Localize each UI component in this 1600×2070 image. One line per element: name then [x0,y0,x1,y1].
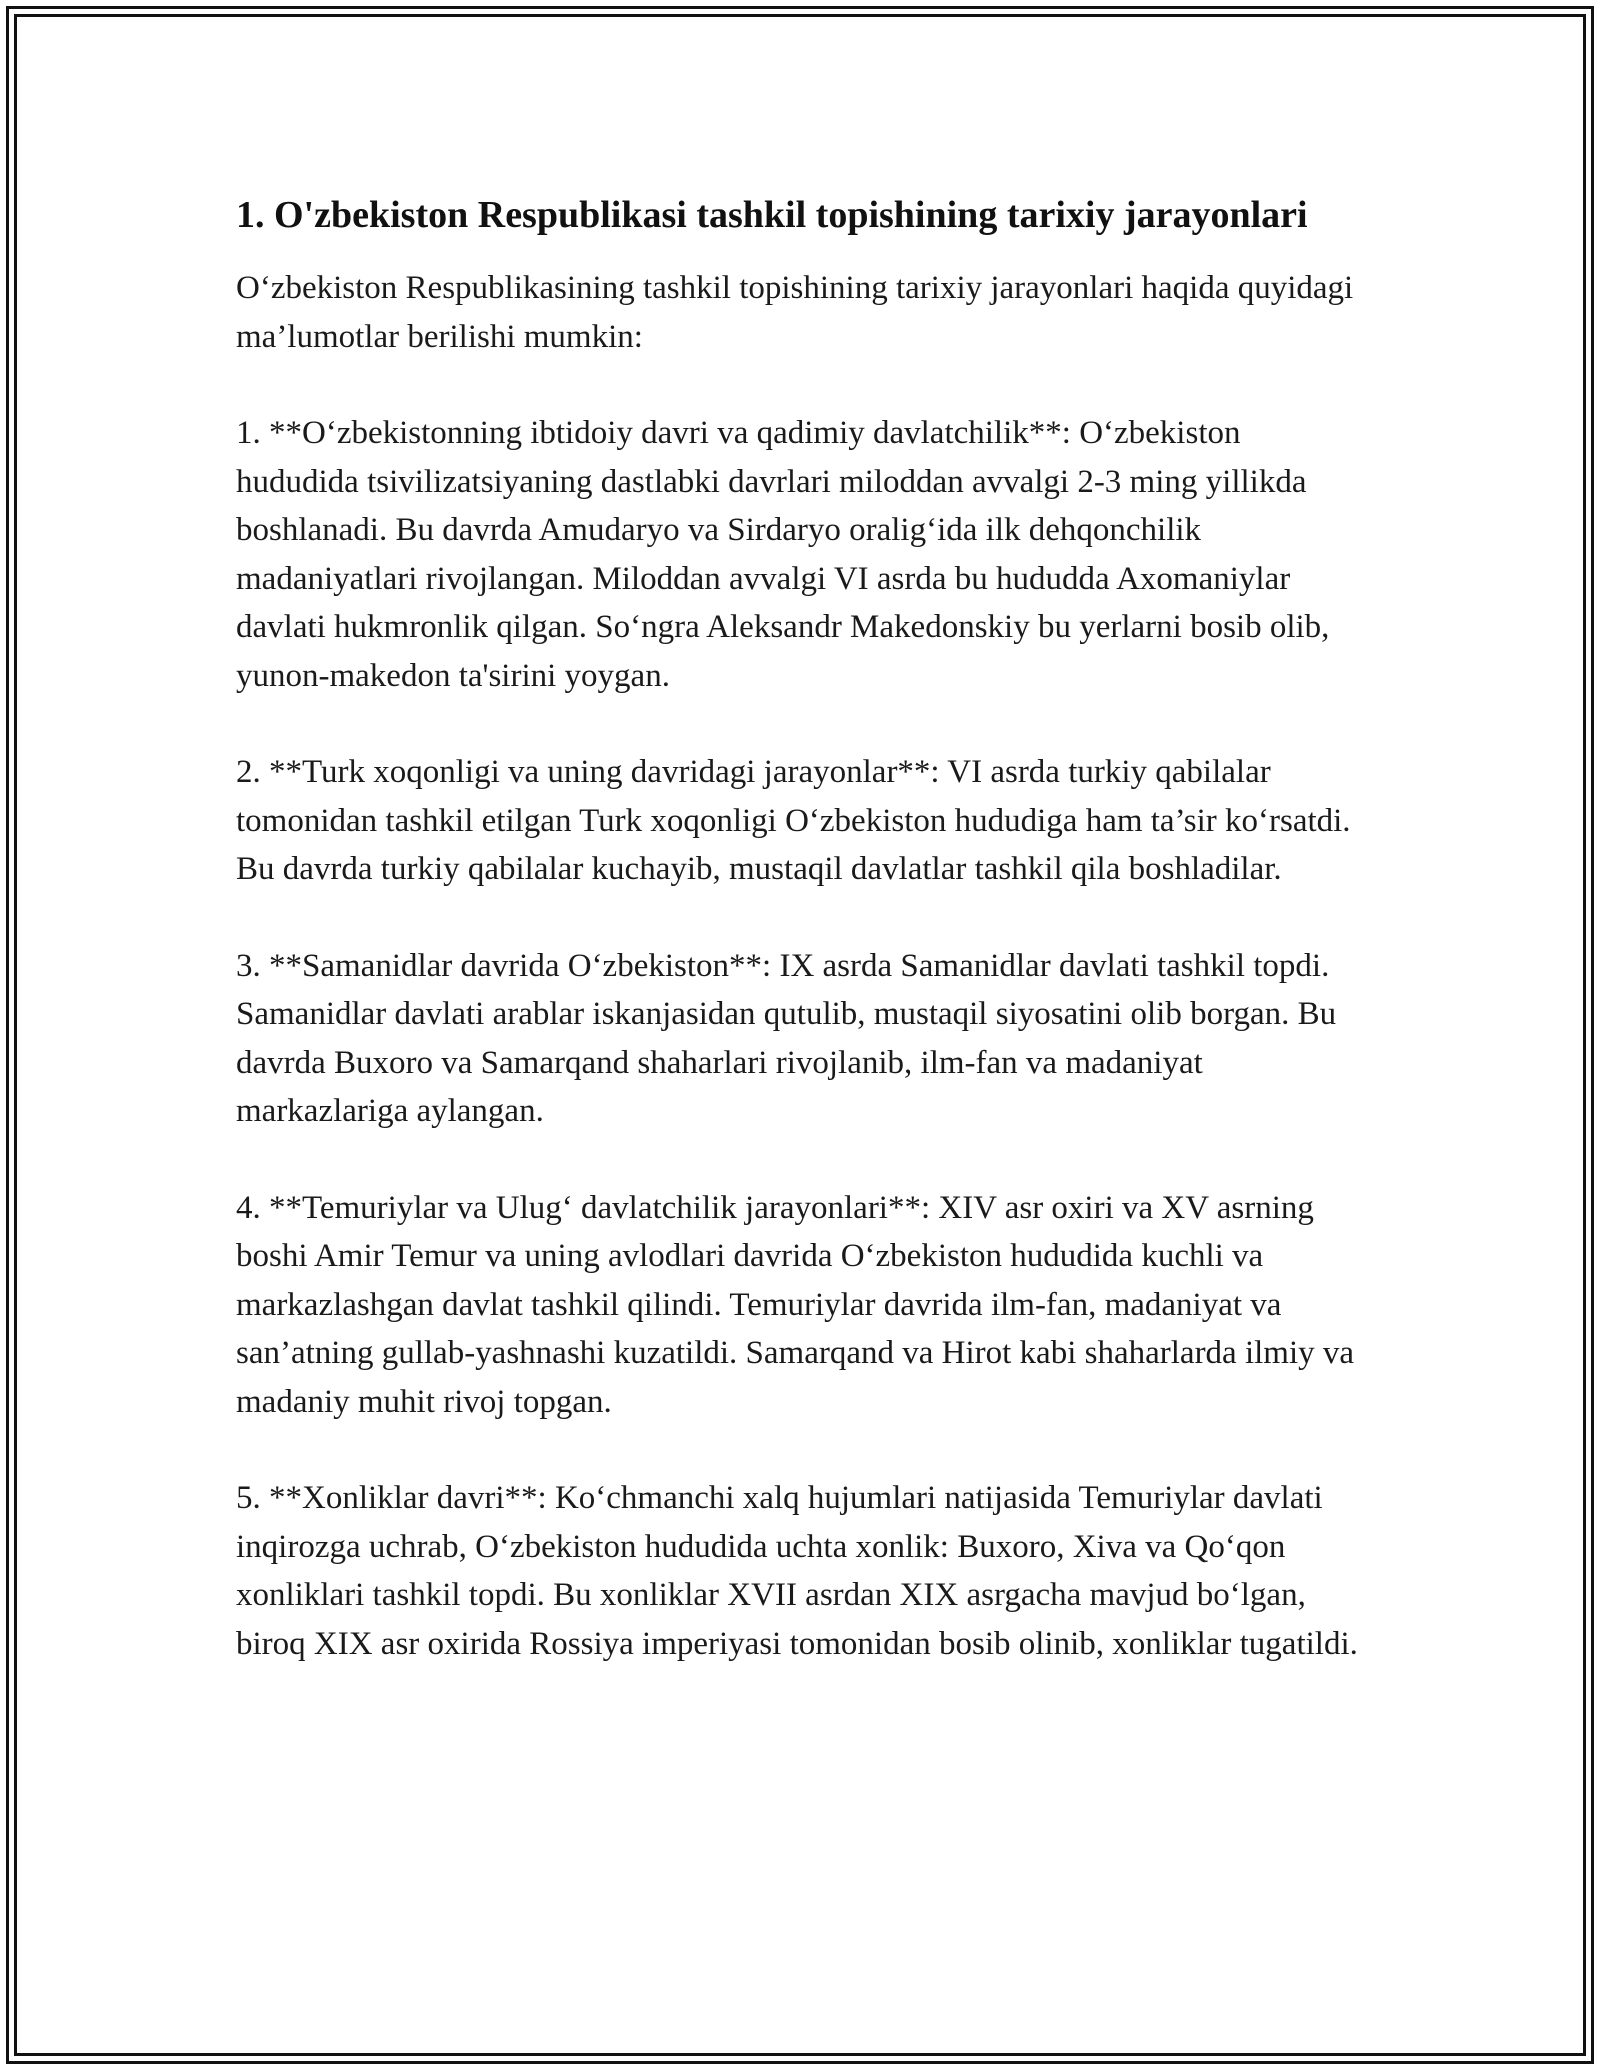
section-paragraph-1: 1. **O‘zbekistonning ibtidoiy davri va qadimiy davlatchilik**: O‘zbekiston hududida tsivilizatsiyaning dastlabki davrlari miloddan avvalgi 2-3 ming yillikda boshlanadi. Bu davrda Amudaryo va Sirdaryo oralig‘ida ilk dehqonchilik madaniyatlari rivojlangan. Miloddan avvalgi VI asrda bu hududda Axomaniylar davlati hukmronlik qilgan. So‘ngra Aleksandr Makedonskiy bu yerlarni bosib olib, yunon-makedon ta'sirini yoygan. [236,415,1330,694]
document-body [236,188,1364,1716]
section-paragraph-5: 5. **Xonliklar davri**: Ko‘chmanchi xalq hujumlari natijasida Temuriylar davlati inqirozga uchrab, O‘zbekiston hududida uchta xonlik: Buxoro, Xiva va Qo‘qon xonliklari tashkil topdi. Bu xonliklar XVII asrdan XIX asrgacha mavjud bo‘lgan, biroq XIX asr oxirida Rossiya imperiyasi tomonidan bosib olinib, xonliklar tugatildi. [236,1480,1358,1662]
intro-paragraph: O‘zbekiston Respublikasining tashkil topishining tarixiy jarayonlari haqida quyidagi ma’lumotlar berilishi mumkin: [236,270,1354,355]
section-paragraph-3: 3. **Samanidlar davrida O‘zbekiston**: IX asrda Samanidlar davlati tashkil topdi. Samanidlar davlati arablar iskanjasidan qutulib, mustaqil siyosatini olib borgan. Bu davrda Buxoro va Samarqand shaharlari rivojlanib, ilm-fan va madaniyat markazlariga aylangan. [236,947,1337,1129]
section-paragraph-4: 4. **Temuriylar va Ulug‘ davlatchilik jarayonlari**: XIV asr oxiri va XV asrning boshi Amir Temur va uning avlodlari davrida O‘zbekiston hududida kuchli va markazlashgan davlat tashkil qilindi. Temuriylar davrida ilm-fan, madaniyat va san’atning gullab-yashnashi kuzatildi. Samarqand va Hirot kabi shaharlarda ilmiy va madaniy muhit rivoj topgan. [236,1189,1355,1420]
document-title: 1. O'zbekiston Respublikasi tashkil topishining tarixiy jarayonlari [236,194,1308,236]
section-paragraph-2: 2. **Turk xoqonligi va uning davridagi jarayonlar**: VI asrda turkiy qabilalar tomonidan tashkil etilgan Turk xoqonligi O‘zbekiston hududiga ham ta’sir ko‘rsatdi. Bu davrda turkiy qabilalar kuchayib, mustaqil davlatlar tashkil qila boshladilar. [236,754,1351,887]
